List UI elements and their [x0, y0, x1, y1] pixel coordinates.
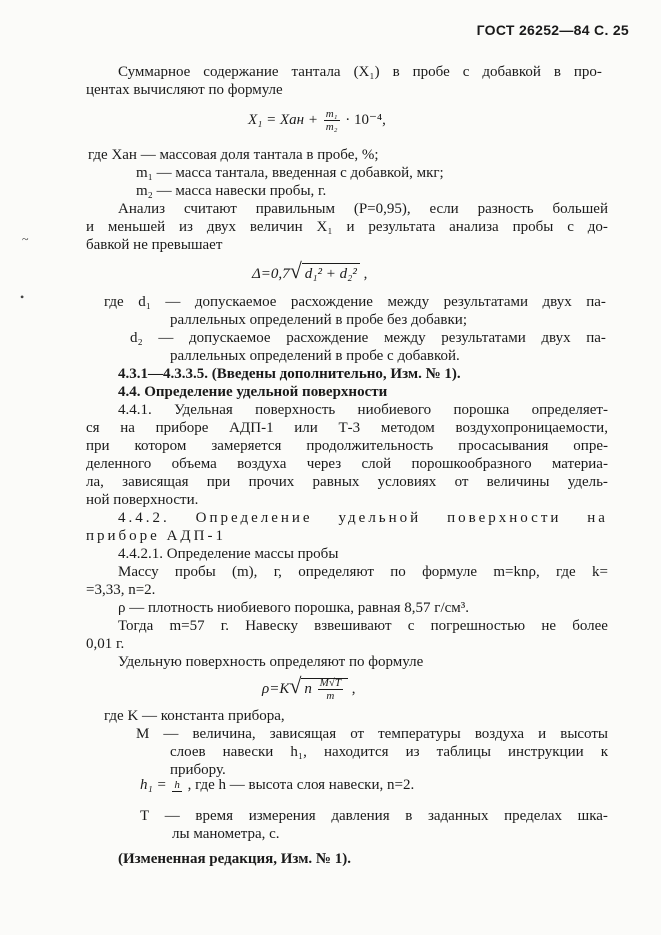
paragraph-line — [86, 473, 608, 491]
paragraph-line — [86, 419, 608, 437]
word: формуле — [422, 564, 478, 580]
formula-numerator: h — [174, 779, 180, 792]
word: материа- — [551, 456, 608, 472]
word: Массу — [118, 564, 159, 580]
word: k= — [592, 564, 608, 580]
word: таблицы — [436, 744, 491, 760]
word: пробе — [412, 64, 450, 80]
word: от — [350, 726, 365, 742]
word: расхождение — [290, 294, 373, 310]
word: — — [158, 330, 174, 346]
word: Анализ — [118, 201, 166, 217]
word: d₁ — [138, 294, 151, 310]
word: не — [541, 618, 557, 634]
word: г. — [220, 618, 229, 634]
word: ся — [86, 420, 100, 436]
formula-h1 — [140, 777, 414, 794]
word: зависящая — [122, 474, 189, 490]
word: или — [294, 420, 318, 436]
word: большей — [552, 201, 608, 217]
word: навески — [222, 744, 274, 760]
page-header: ГОСТ 26252—84 С. 25 — [476, 22, 629, 38]
word: в — [392, 64, 400, 80]
word: из — [405, 744, 420, 760]
word: равных — [312, 474, 360, 490]
word: поверхности — [447, 510, 562, 526]
paragraph-line: Удельную поверхность определяют по формуле — [118, 654, 424, 670]
word: порошка — [453, 402, 510, 418]
word: более — [572, 618, 608, 634]
radical-sign: √ — [289, 258, 302, 283]
word: продолжительность — [306, 438, 434, 454]
word: Тогда — [118, 618, 154, 634]
word: определяет- — [531, 402, 608, 418]
word: d₂ — [130, 330, 143, 346]
word: m=knρ, — [493, 564, 540, 580]
formula-fraction — [172, 779, 182, 792]
word: X₁ — [316, 219, 333, 235]
word: от — [454, 474, 469, 490]
word: заданных — [427, 808, 489, 824]
word: находится — [323, 744, 389, 760]
definition-line: m₁ — масса тантала, введенная с добавкой, мкг; — [136, 165, 444, 181]
word: и — [538, 726, 547, 742]
word: величины — [486, 474, 550, 490]
paragraph-line — [118, 401, 608, 419]
definition-line: прибору. — [170, 762, 226, 778]
word: шка- — [577, 808, 608, 824]
word: поверхность — [255, 402, 336, 418]
definition-line — [130, 329, 606, 347]
word: слой — [361, 456, 392, 472]
word: определяют — [298, 564, 374, 580]
paragraph-line — [118, 617, 608, 635]
word: температуры — [378, 726, 461, 742]
formula-radicand: d₁² + d₂² — [302, 263, 360, 282]
margin-mark: • — [20, 290, 25, 304]
word: высоты — [560, 726, 608, 742]
word: (m), — [231, 564, 258, 580]
paragraph-line — [86, 455, 608, 473]
word: M — [136, 726, 150, 742]
paragraph-line: бавкой не превышает — [86, 237, 223, 253]
word: время — [195, 808, 234, 824]
word: по — [390, 564, 406, 580]
word: T — [140, 808, 150, 824]
formula-tail: · 10⁻⁴, — [345, 111, 386, 128]
word: двух — [542, 294, 572, 310]
word: условиях — [377, 474, 437, 490]
paragraph-line: центах вычисляют по формуле — [86, 82, 283, 98]
word: меньшей — [107, 219, 166, 235]
word: прочих — [248, 474, 295, 490]
word: где — [104, 294, 124, 310]
word: 4.4.1. — [118, 402, 152, 418]
word: величина, — [192, 726, 256, 742]
word: пробы — [174, 564, 216, 580]
definition-line: m₂ — масса навески пробы, г. — [136, 183, 327, 199]
definition-line: раллельных определений в пробе с добавкой. — [170, 348, 460, 364]
paragraph-line: =3,33, n=2. — [86, 582, 156, 598]
word: порошкообразного — [411, 456, 532, 472]
subsection-heading — [118, 509, 608, 527]
word: на — [587, 510, 608, 526]
amendment-note: (Измененная редакция, Изм. № 1). — [118, 851, 352, 867]
word: где — [556, 564, 576, 580]
word: Определение — [195, 510, 313, 526]
word: до- — [587, 219, 608, 235]
section-heading: 4.4. Определение удельной поверхности — [118, 384, 388, 400]
word: на — [120, 420, 135, 436]
word: анализа — [449, 219, 499, 235]
word: двух — [206, 219, 237, 235]
word: с — [462, 64, 470, 80]
formula-lhs: ρ=K — [262, 681, 290, 697]
word: замеряется — [211, 438, 282, 454]
word: про- — [573, 64, 602, 80]
formula-x1 — [248, 108, 386, 133]
word: инструкции — [508, 744, 584, 760]
subsection-heading: приборе АДП-1 — [86, 528, 226, 544]
word: объема — [171, 456, 217, 472]
word: воздуха — [237, 456, 287, 472]
word: АДП-1 — [229, 420, 274, 436]
formula-rho — [262, 673, 355, 702]
word: (P=0,95), — [353, 201, 411, 217]
word: методом — [380, 420, 435, 436]
word: двух — [541, 330, 571, 346]
paragraph-line: 0,01 г. — [86, 636, 125, 652]
word: взвешивают — [314, 618, 392, 634]
word: опре- — [573, 438, 608, 454]
word: Т-3 — [338, 420, 361, 436]
word: если — [429, 201, 459, 217]
word: величин — [249, 219, 303, 235]
definition-line — [140, 807, 608, 825]
formula-fraction — [318, 677, 343, 702]
word: деленного — [86, 456, 152, 472]
subsection-heading: 4.4.2.1. Определение массы пробы — [118, 546, 339, 562]
paragraph-line — [86, 437, 608, 455]
formula-fraction — [324, 108, 340, 133]
formula-tail: , — [351, 681, 356, 697]
word: давления — [331, 808, 390, 824]
word: между — [383, 330, 426, 346]
word: котором — [134, 438, 187, 454]
word: результата — [368, 219, 436, 235]
word: и — [346, 219, 355, 235]
word: расхождение — [286, 330, 369, 346]
word: зависящая — [269, 726, 337, 742]
word: m=57 — [169, 618, 205, 634]
word: правильным — [255, 201, 335, 217]
word: с — [567, 219, 574, 235]
word: удельной — [338, 510, 422, 526]
word: пределах — [504, 808, 563, 824]
formula-denominator: m₂ — [325, 121, 338, 133]
word: пробы — [512, 219, 554, 235]
word: слоев — [170, 744, 206, 760]
paragraph-line — [86, 218, 608, 236]
word: (X₁) — [353, 64, 380, 80]
formula-tail: , где h — высота слоя навески, n=2. — [187, 777, 415, 793]
definition-line: раллельных определений в пробе без добавки; — [170, 312, 467, 328]
word: результатами — [443, 294, 529, 310]
formula-denominator: m — [326, 690, 335, 703]
word: разность — [477, 201, 534, 217]
formula-numerator: M√T — [319, 677, 341, 690]
definition-line: где K — константа прибора, — [104, 708, 285, 724]
word: воздуха — [474, 726, 525, 742]
word: Навеску — [245, 618, 298, 634]
definition-line: лы манометра, с. — [172, 826, 280, 842]
paragraph-line — [118, 200, 608, 218]
word: считают — [183, 201, 237, 217]
word: при — [206, 474, 231, 490]
definition-line — [104, 293, 606, 311]
word: просасывания — [458, 438, 549, 454]
word: из — [179, 219, 193, 235]
formula-tail: , — [363, 266, 368, 282]
word: в — [553, 64, 561, 80]
word: приборе — [155, 420, 209, 436]
formula-lhs: X₁ = Xан + — [248, 111, 318, 128]
word: в — [405, 808, 413, 824]
paragraph-line: ной поверхности. — [86, 492, 199, 508]
formula-numerator: m₁ — [325, 108, 338, 120]
word: допускаемое — [194, 294, 277, 310]
paragraph-line — [118, 63, 602, 81]
word: 4.4.2. — [118, 510, 170, 526]
word: результатами — [441, 330, 526, 346]
word: — — [165, 294, 181, 310]
word: погрешностью — [430, 618, 526, 634]
formula-lhs: h₁ = — [140, 777, 167, 793]
definition-line — [136, 725, 608, 743]
word: и — [86, 219, 95, 235]
word: с — [407, 618, 415, 634]
definition-line — [170, 743, 608, 761]
word: г, — [273, 564, 282, 580]
word: h₁, — [290, 744, 307, 760]
formula-radicand-n: n — [304, 681, 312, 697]
word: ла, — [86, 474, 104, 490]
definition-line: где Xан — массовая доля тантала в пробе, %; — [88, 147, 379, 163]
word: при — [86, 438, 110, 454]
formula-radicand — [301, 677, 348, 703]
formula-delta — [252, 258, 367, 284]
word: содержание — [203, 64, 279, 80]
word: Суммарное — [118, 64, 191, 80]
margin-mark: ~ — [22, 232, 29, 246]
word: через — [306, 456, 342, 472]
amendment-note: 4.3.1—4.3.3.5. (Введены дополнительно, Изм. № 1). — [118, 366, 461, 382]
word: к — [600, 744, 608, 760]
word: Удельная — [174, 402, 233, 418]
radical-sign: √ — [289, 673, 302, 698]
word: па- — [586, 330, 606, 346]
paragraph-line — [118, 563, 608, 581]
paragraph-line: ρ — плотность ниобиевого порошка, равная 8,57 г/см³. — [118, 600, 470, 616]
word: — — [164, 808, 180, 824]
word: удель- — [567, 474, 608, 490]
word: тантала — [291, 64, 341, 80]
word: воздухопроницаемости, — [455, 420, 608, 436]
word: измерения — [248, 808, 316, 824]
word: — — [163, 726, 179, 742]
formula-lhs: Δ=0,7 — [252, 266, 290, 282]
word: па- — [586, 294, 606, 310]
word: добавкой — [482, 64, 541, 80]
word: ниобиевого — [357, 402, 432, 418]
word: между — [387, 294, 430, 310]
word: допускаемое — [189, 330, 271, 346]
